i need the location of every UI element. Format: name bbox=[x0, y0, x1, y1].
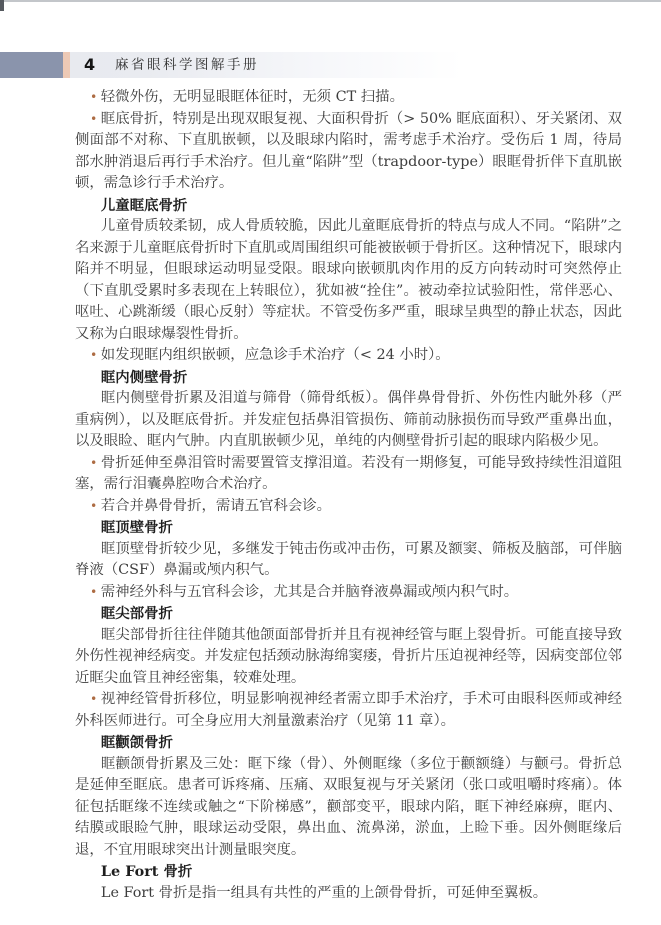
section-heading-zygomaticomaxillary-fracture: 眶颧颌骨折 bbox=[100, 734, 173, 751]
bullet-item bbox=[75, 453, 622, 496]
paragraph: Le Fort 骨折是指一组具有共性的严重的上颌骨骨折，可延伸至翼板。 bbox=[100, 884, 548, 901]
paragraph: 眶尖部骨折往往伴随其他颌面部骨折并且有视神经管与眶上裂骨折。可能直接导致外伤性视神经病变。并发症包括颈动脉海绵窦瘘，骨折片压迫视神经等，因病变部位邻近眶尖血管且神经密集，较难处理。 bbox=[75, 626, 622, 686]
header-band bbox=[0, 52, 661, 78]
paragraph: 眶颧颌骨折累及三处：眶下缘（骨）、外侧眶缘（多位于颧额缝）与颧弓。骨折总是延伸至眶底。患者可诉疼痛、压痛、双眼复视与牙关紧闭（张口或咀嚼时疼痛）。体征包括眶缘不连续或触之“下阶梯感”，颧部变平，眼球内陷，眶下神经麻痹，眶内、结膜或眼睑气肿，眼球运动受限，鼻出血、流鼻涕，淤血，上睑下垂。因外侧眶缘后退，不宜用眼球突出计测量眼突度。 bbox=[75, 755, 622, 858]
bullet-icon: • bbox=[90, 90, 98, 104]
bullet-item bbox=[75, 582, 622, 604]
section-heading-pediatric-floor-fracture: 儿童眶底骨折 bbox=[100, 196, 188, 214]
header-accent-block bbox=[0, 52, 63, 78]
section-heading-roof-fracture: 眶顶壁骨折 bbox=[100, 519, 173, 536]
paragraph: 眶顶壁骨折较少见，多继发于钝击伤或冲击伤，可累及额窦、筛板及脑部，可伴脑脊液（CSF）鼻漏或颅内积气。 bbox=[75, 540, 622, 578]
bullet-item bbox=[75, 87, 622, 109]
bullet-icon: • bbox=[90, 111, 98, 126]
bullet-text: 需神经外科与五官科会诊，尤其是合并脑脊液鼻漏或颅内积气时。 bbox=[100, 583, 519, 600]
page-number: 4 bbox=[84, 55, 96, 74]
bullet-icon: • bbox=[90, 498, 98, 513]
bullet-text: 视神经管骨折移位，明显影响视神经者需立即手术治疗，手术可由眼科医师或神经外科医师进行。可全身应用大剂量激素治疗（见第 11 章）。 bbox=[75, 691, 622, 729]
page-body bbox=[75, 87, 622, 904]
bullet-item bbox=[75, 496, 622, 518]
bullet-icon: • bbox=[90, 348, 98, 362]
bullet-text: 轻微外伤，无明显眼眶体征时，无须 CT 扫描。 bbox=[100, 89, 404, 105]
bullet-text: 若合并鼻骨骨折，需请五官科会诊。 bbox=[100, 497, 332, 514]
scan-corner-mark bbox=[0, 0, 4, 11]
section-heading-apex-fracture: 眶尖部骨折 bbox=[100, 605, 173, 622]
section-heading-medial-wall-fracture: 眶内侧壁骨折 bbox=[100, 368, 188, 386]
paragraph: 眶内侧壁骨折累及泪道与筛骨（筛骨纸板）。偶伴鼻骨骨折、外伤性内眦外移（严重病例），以及眶底骨折。并发症包括鼻泪管损伤、筛前动脉损伤而导致严重鼻出血，以及眼睑、眶内气肿。内直肌嵌顿少见，单纯的内侧壁骨折引起的眼球内陷极少见。 bbox=[75, 390, 622, 449]
bullet-item bbox=[75, 689, 622, 732]
bullet-icon: • bbox=[90, 455, 98, 470]
bullet-text: 眶底骨折，特别是出现双眼复视、大面积骨折（> 50% 眶底面积）、牙关紧闭、双侧面部不对称、下直肌嵌顿，以及眼球内陷时，需考虑手术治疗。受伤后 1 周，待局部水肿消退后再行手术治疗。但儿童“陷阱”型（trapdoor-type）眼眶骨折伴下直肌嵌顿，需急诊行手术治疗。 bbox=[75, 110, 622, 191]
book-title: 麻省眼科学图解手册 bbox=[115, 57, 259, 73]
paragraph: 儿童骨质较柔韧，成人骨质较脆，因此儿童眶底骨折的特点与成人不同。“陷阱”之名来源于儿童眶底骨折时下直肌或周围组织可能被嵌顿于骨折区。这种情况下，眼球内陷并不明显，但眼球运动明显受限。眼球向嵌顿肌肉作用的反方向转动时可突然停止（下直肌受累时多表现在上转眼位），犹如被“拴住”。被动牵拉试验阳性，常伴恶心、呕吐、心跳渐缓（眼心反射）等症状。不管受伤多严重，眼球呈典型的静止状态，因此又称为白眼球爆裂性骨折。 bbox=[75, 218, 622, 342]
scan-edge-line bbox=[0, 0, 661, 2]
bullet-item bbox=[75, 109, 622, 195]
bullet-icon: • bbox=[90, 692, 98, 706]
bullet-item bbox=[75, 345, 622, 367]
header-accent-stripe bbox=[63, 52, 70, 78]
bullet-text: 骨折延伸至鼻泪管时需要置管支撑泪道。若没有一期修复，可能导致持续性泪道阻塞，需行泪囊鼻腔吻合术治疗。 bbox=[75, 454, 622, 492]
bullet-icon: • bbox=[90, 584, 98, 599]
bullet-text: 如发现眶内组织嵌顿，应急诊手术治疗（< 24 小时）。 bbox=[100, 347, 450, 363]
section-heading-le-fort-fracture: Le Fort 骨折 bbox=[100, 863, 193, 880]
